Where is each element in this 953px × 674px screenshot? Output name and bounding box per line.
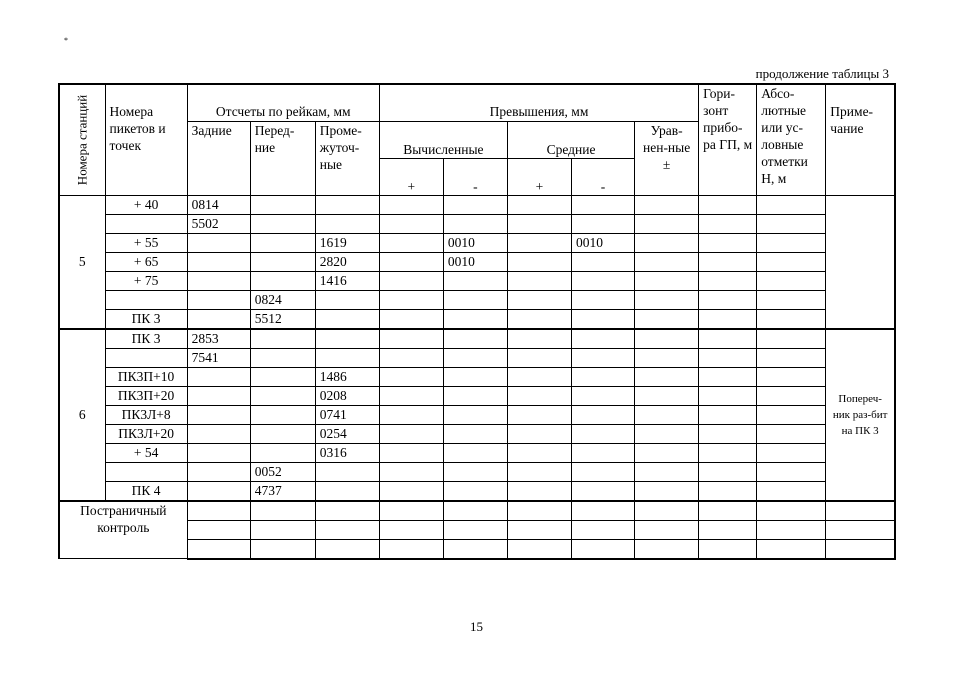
control-cell (572, 501, 635, 521)
cell-back (187, 405, 250, 424)
corner-mark: * (64, 36, 68, 45)
cell-point: ПК 4 (105, 481, 187, 501)
cell-inter: 1619 (315, 233, 379, 252)
table-row (59, 462, 895, 481)
cell-balanced (635, 214, 699, 233)
cell-front (250, 233, 315, 252)
control-cell (379, 520, 443, 539)
control-cell (187, 501, 250, 521)
table-row (59, 367, 895, 386)
cell-absolute (757, 424, 826, 443)
control-cell (635, 520, 699, 539)
cell-avg-minus (572, 309, 635, 329)
cell-absolute (757, 214, 826, 233)
table-caption: продолжение таблицы 3 (755, 66, 889, 81)
cell-absolute (757, 290, 826, 309)
control-cell (443, 501, 507, 521)
cell-comp-minus: 0010 (443, 233, 507, 252)
control-cell (379, 539, 443, 559)
cell-comp-minus (443, 462, 507, 481)
cell-back (187, 481, 250, 501)
cell-comp-plus (379, 233, 443, 252)
cell-back (187, 252, 250, 271)
cell-back (187, 424, 250, 443)
table-row (59, 443, 895, 462)
cell-front (250, 443, 315, 462)
cell-balanced (635, 443, 699, 462)
cell-front (250, 367, 315, 386)
cell-comp-plus (379, 462, 443, 481)
cell-comp-minus (443, 443, 507, 462)
cell-front (250, 424, 315, 443)
cell-avg-minus (572, 214, 635, 233)
cell-inter (315, 481, 379, 501)
header-absolute: Абсо-лютные или ус-ловные отметки Н, м (757, 84, 826, 195)
cell-inter: 0741 (315, 405, 379, 424)
control-cell (443, 539, 507, 559)
cell-balanced (635, 290, 699, 309)
cell-comp-plus (379, 443, 443, 462)
cell-comp-plus (379, 405, 443, 424)
cell-inter (315, 309, 379, 329)
cell-inter: 2820 (315, 252, 379, 271)
cell-comp-minus (443, 271, 507, 290)
table-row (59, 271, 895, 290)
cell-avg-plus (507, 481, 571, 501)
cell-front: 0052 (250, 462, 315, 481)
cell-avg-minus: 0010 (572, 233, 635, 252)
cell-comp-minus (443, 367, 507, 386)
control-cell (635, 539, 699, 559)
cell-avg-minus (572, 386, 635, 405)
header-computed: Вычисленные (379, 121, 507, 158)
header-balanced: Урав-нен-ные ± (635, 121, 699, 195)
control-cell (187, 520, 250, 539)
cell-point: ПК 3 (105, 309, 187, 329)
cell-avg-plus (507, 252, 571, 271)
cell-absolute (757, 481, 826, 501)
cell-balanced (635, 233, 699, 252)
cell-avg-plus (507, 214, 571, 233)
cell-avg-plus (507, 348, 571, 367)
header-readings: Отсчеты по рейкам, мм (187, 84, 379, 121)
cell-avg-plus (507, 405, 571, 424)
header-note: Приме-чание (826, 84, 895, 195)
cell-comp-minus (443, 405, 507, 424)
header-elevations: Превышения, мм (379, 84, 698, 121)
cell-avg-minus (572, 329, 635, 349)
control-cell (443, 520, 507, 539)
cell-absolute (757, 443, 826, 462)
station-note (826, 195, 895, 329)
control-cell (699, 501, 757, 521)
table-row (59, 290, 895, 309)
cell-front (250, 214, 315, 233)
cell-horizon (699, 405, 757, 424)
header-computed-minus: - (443, 158, 507, 195)
cell-point: ПК3Л+20 (105, 424, 187, 443)
control-cell (315, 501, 379, 521)
cell-balanced (635, 481, 699, 501)
cell-point: ПК3Л+8 (105, 405, 187, 424)
cell-comp-plus (379, 367, 443, 386)
cell-comp-plus (379, 195, 443, 214)
cell-absolute (757, 348, 826, 367)
cell-balanced (635, 252, 699, 271)
cell-horizon (699, 348, 757, 367)
cell-point: + 54 (105, 443, 187, 462)
cell-absolute (757, 462, 826, 481)
cell-inter (315, 290, 379, 309)
cell-avg-plus (507, 233, 571, 252)
page-number: 15 (470, 619, 483, 634)
header-front: Перед-ние (250, 121, 315, 195)
cell-balanced (635, 405, 699, 424)
cell-horizon (699, 233, 757, 252)
cell-comp-minus (443, 329, 507, 349)
control-cell (699, 520, 757, 539)
table-row (59, 386, 895, 405)
cell-absolute (757, 252, 826, 271)
cell-absolute (757, 367, 826, 386)
control-cell (379, 501, 443, 521)
cell-balanced (635, 424, 699, 443)
cell-absolute (757, 233, 826, 252)
station-number: 5 (59, 195, 105, 329)
cell-point (105, 462, 187, 481)
cell-front (250, 195, 315, 214)
station-note: Попереч-ник раз-бит на ПК 3 (826, 329, 895, 501)
cell-avg-minus (572, 405, 635, 424)
cell-comp-minus (443, 290, 507, 309)
cell-back (187, 386, 250, 405)
cell-front (250, 252, 315, 271)
control-cell (699, 539, 757, 559)
cell-point (105, 348, 187, 367)
cell-balanced (635, 462, 699, 481)
control-cell (572, 520, 635, 539)
control-cell (635, 501, 699, 521)
cell-horizon (699, 329, 757, 349)
cell-point: + 75 (105, 271, 187, 290)
cell-balanced (635, 348, 699, 367)
cell-avg-minus (572, 462, 635, 481)
header-back: Задние (187, 121, 250, 195)
cell-front: 0824 (250, 290, 315, 309)
cell-back (187, 233, 250, 252)
cell-front (250, 386, 315, 405)
control-cell (826, 501, 895, 521)
cell-avg-minus (572, 481, 635, 501)
table-row (59, 195, 895, 214)
cell-horizon (699, 481, 757, 501)
cell-absolute (757, 195, 826, 214)
cell-comp-minus (443, 386, 507, 405)
cell-avg-minus (572, 271, 635, 290)
cell-back: 0814 (187, 195, 250, 214)
table-row (59, 214, 895, 233)
table-row (59, 424, 895, 443)
cell-point (105, 214, 187, 233)
cell-avg-plus (507, 367, 571, 386)
table-row (59, 348, 895, 367)
cell-point: ПК3П+20 (105, 386, 187, 405)
cell-absolute (757, 386, 826, 405)
control-cell (250, 520, 315, 539)
cell-back (187, 290, 250, 309)
cell-inter: 0208 (315, 386, 379, 405)
cell-horizon (699, 252, 757, 271)
header-horizon: Гори-зонт прибо-ра ГП, м (699, 84, 757, 195)
cell-front: 5512 (250, 309, 315, 329)
header-average-minus: - (572, 158, 635, 195)
table-row (59, 233, 895, 252)
cell-avg-plus (507, 386, 571, 405)
cell-point (105, 290, 187, 309)
table-body (59, 195, 895, 559)
cell-avg-plus (507, 462, 571, 481)
control-cell (315, 520, 379, 539)
cell-point: + 40 (105, 195, 187, 214)
header-average-plus: + (507, 158, 571, 195)
cell-comp-plus (379, 386, 443, 405)
cell-avg-minus (572, 252, 635, 271)
control-cell (315, 539, 379, 559)
cell-back (187, 367, 250, 386)
cell-avg-plus (507, 290, 571, 309)
cell-horizon (699, 214, 757, 233)
page-control-label: Постраничный контроль (59, 501, 187, 559)
control-cell (572, 539, 635, 559)
cell-avg-plus (507, 329, 571, 349)
cell-avg-plus (507, 195, 571, 214)
cell-comp-plus (379, 271, 443, 290)
cell-comp-minus: 0010 (443, 252, 507, 271)
cell-back (187, 309, 250, 329)
cell-horizon (699, 462, 757, 481)
cell-comp-minus (443, 214, 507, 233)
table-row (59, 405, 895, 424)
header-average: Средние (507, 121, 634, 158)
cell-back (187, 462, 250, 481)
control-cell (250, 501, 315, 521)
cell-inter (315, 214, 379, 233)
cell-avg-minus (572, 290, 635, 309)
cell-comp-plus (379, 290, 443, 309)
cell-comp-plus (379, 329, 443, 349)
cell-inter (315, 348, 379, 367)
cell-avg-plus (507, 271, 571, 290)
control-cell (826, 539, 895, 559)
cell-inter (315, 195, 379, 214)
cell-avg-plus (507, 309, 571, 329)
cell-balanced (635, 271, 699, 290)
cell-front (250, 348, 315, 367)
control-cell (757, 520, 826, 539)
cell-comp-plus (379, 424, 443, 443)
cell-back (187, 443, 250, 462)
cell-comp-plus (379, 309, 443, 329)
cell-balanced (635, 309, 699, 329)
control-cell (507, 539, 571, 559)
cell-absolute (757, 329, 826, 349)
cell-inter (315, 329, 379, 349)
cell-point: + 55 (105, 233, 187, 252)
control-cell (757, 501, 826, 521)
cell-front (250, 271, 315, 290)
table-row (59, 252, 895, 271)
cell-comp-plus (379, 252, 443, 271)
control-cell (507, 501, 571, 521)
header-computed-plus: + (379, 158, 443, 195)
cell-inter: 1486 (315, 367, 379, 386)
cell-back: 2853 (187, 329, 250, 349)
cell-avg-minus (572, 443, 635, 462)
cell-absolute (757, 309, 826, 329)
cell-comp-minus (443, 424, 507, 443)
cell-horizon (699, 290, 757, 309)
cell-horizon (699, 309, 757, 329)
header-station-text: Номера станций (74, 94, 90, 185)
station-number: 6 (59, 329, 105, 501)
leveling-table (58, 83, 896, 560)
control-cell (826, 520, 895, 539)
control-cell (507, 520, 571, 539)
cell-comp-plus (379, 481, 443, 501)
cell-horizon (699, 271, 757, 290)
cell-comp-minus (443, 481, 507, 501)
cell-comp-minus (443, 348, 507, 367)
cell-comp-plus (379, 348, 443, 367)
table-row (59, 329, 895, 349)
cell-inter: 0316 (315, 443, 379, 462)
control-row (59, 501, 895, 521)
cell-front (250, 405, 315, 424)
cell-horizon (699, 443, 757, 462)
table-row (59, 481, 895, 501)
cell-avg-plus (507, 424, 571, 443)
cell-point: ПК 3 (105, 329, 187, 349)
cell-avg-plus (507, 443, 571, 462)
cell-absolute (757, 271, 826, 290)
cell-avg-minus (572, 348, 635, 367)
cell-front (250, 329, 315, 349)
header-intermediate: Проме-жуточ-ные (315, 121, 379, 195)
cell-horizon (699, 424, 757, 443)
cell-avg-minus (572, 424, 635, 443)
control-cell (250, 539, 315, 559)
table-row (59, 309, 895, 329)
cell-back (187, 271, 250, 290)
cell-inter: 0254 (315, 424, 379, 443)
cell-balanced (635, 367, 699, 386)
cell-absolute (757, 405, 826, 424)
header-station (59, 84, 105, 195)
cell-back: 7541 (187, 348, 250, 367)
cell-point: + 65 (105, 252, 187, 271)
cell-inter (315, 462, 379, 481)
cell-point: ПК3П+10 (105, 367, 187, 386)
cell-avg-minus (572, 195, 635, 214)
cell-back: 5502 (187, 214, 250, 233)
cell-balanced (635, 386, 699, 405)
cell-horizon (699, 386, 757, 405)
cell-front: 4737 (250, 481, 315, 501)
cell-horizon (699, 367, 757, 386)
cell-comp-minus (443, 309, 507, 329)
cell-balanced (635, 195, 699, 214)
cell-avg-minus (572, 367, 635, 386)
cell-comp-plus (379, 214, 443, 233)
cell-horizon (699, 195, 757, 214)
control-cell (757, 539, 826, 559)
header-points: Номера пикетов и точек (105, 84, 187, 195)
cell-inter: 1416 (315, 271, 379, 290)
cell-comp-minus (443, 195, 507, 214)
cell-balanced (635, 329, 699, 349)
control-cell (187, 539, 250, 559)
